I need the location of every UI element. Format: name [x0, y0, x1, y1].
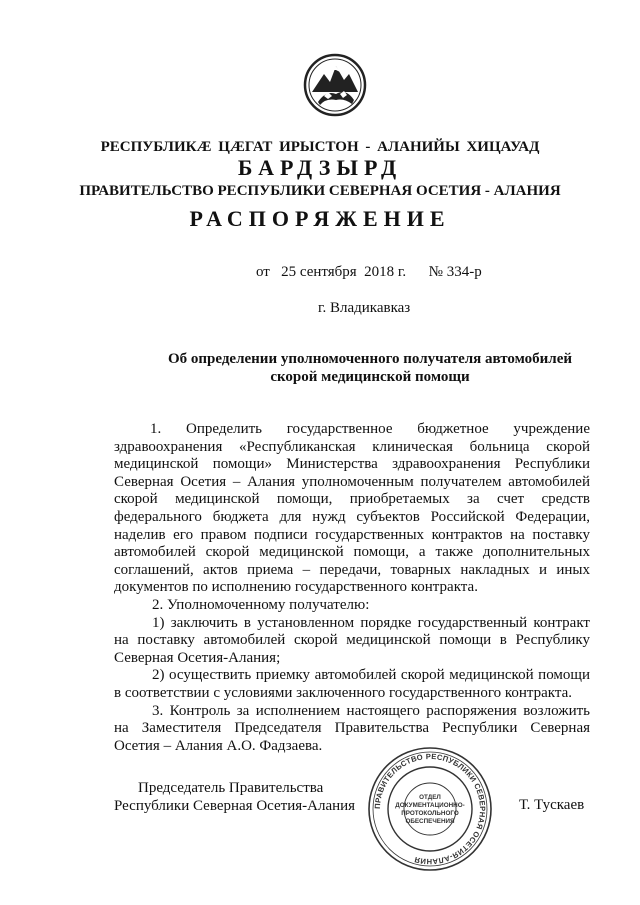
seal-ring-text: ПРАВИТЕЛЬСТВО РЕСПУБЛИКИ СЕВЕРНАЯ ОСЕТИЯ-АЛАНИЯ — [372, 751, 488, 867]
signatory-name: Т. Тускаев — [519, 797, 585, 813]
signatory-title-line-2: Республики Северная Осетия-Алания — [114, 798, 356, 814]
paragraph-2: 2. Уполномоченному получателю: — [152, 596, 370, 613]
header-government: ПРАВИТЕЛЬСТВО РЕСПУБЛИКИ СЕВЕРНАЯ ОСЕТИЯ - АЛАНИЯ — [79, 183, 561, 199]
seal-center-line-2: ДОКУМЕНТАЦИОННО- — [395, 802, 465, 809]
seal-center-line-3: ПРОТОКОЛЬНОГО — [401, 810, 459, 817]
paragraph-1: 1. Определить государственное бюджетное учреждение здравоохранения «Республиканская клиническая больница скорой медицинской помощи» Министерства здравоохранения Республики Северная Осетия – Алания уполномоченным получателем автомобилей скорой медицинской помощи, приобретаемых за счет средств федерального бюджета для нужд субъектов Российской Федерации, наделив его правом подписи государственных контрактов на поставку автомобилей скорой медицинской помощи, а также дополнительных соглашений, актов приема – передачи, товарных накладных и иных документов по исполнению государственного контракта. — [114, 421, 590, 596]
seal-center-line-4: ОБЕСПЕЧЕНИЯ — [405, 818, 455, 825]
place-of-issue: г. Владикавказ — [318, 300, 411, 316]
coat-of-arms-emblem — [302, 52, 368, 118]
signatory-title — [114, 779, 355, 815]
signatory-title-line-1: Председатель Правительства — [138, 780, 324, 796]
header-ossetian: РЕСПУБЛИКӔ ЦӔГАТ ИРЫСТОН - АЛАНИЙЫ ХИЦАУАД — [100, 139, 540, 155]
seal-center-line-1: ОТДЕЛ — [419, 794, 441, 801]
paragraph-3: 3. Контроль за исполнением настоящего распоряжения возложить на Заместителя Председателя Правительства Республики Северная Осетия – Алания А.О. Фадзаева. — [114, 702, 590, 754]
header-bardzyrd: БАРДЗЫРД — [237, 155, 403, 180]
paragraph-2-item-2: 2) осуществить приемку автомобилей скорой медицинской помощи в соответствии с условиями заключенного государственного контракта. — [114, 667, 590, 701]
official-seal-stamp — [366, 745, 494, 873]
document-type-title: РАСПОРЯЖЕНИЕ — [189, 206, 451, 231]
paragraph-2-item-1: 1) заключить в установленном порядке государственный контракт на поставку автомобилей скорой медицинской помощи в Республику Северная Осетия-Алания; — [114, 614, 590, 666]
subject-line-1: Об определении уполномоченного получателя автомобилей — [167, 351, 573, 367]
subject-line-2: скорой медицинской помощи — [270, 369, 470, 385]
document-subject — [150, 350, 590, 386]
date-number-line: от 25 сентября 2018 г. № 334-р — [256, 264, 482, 280]
document-body — [114, 421, 590, 755]
